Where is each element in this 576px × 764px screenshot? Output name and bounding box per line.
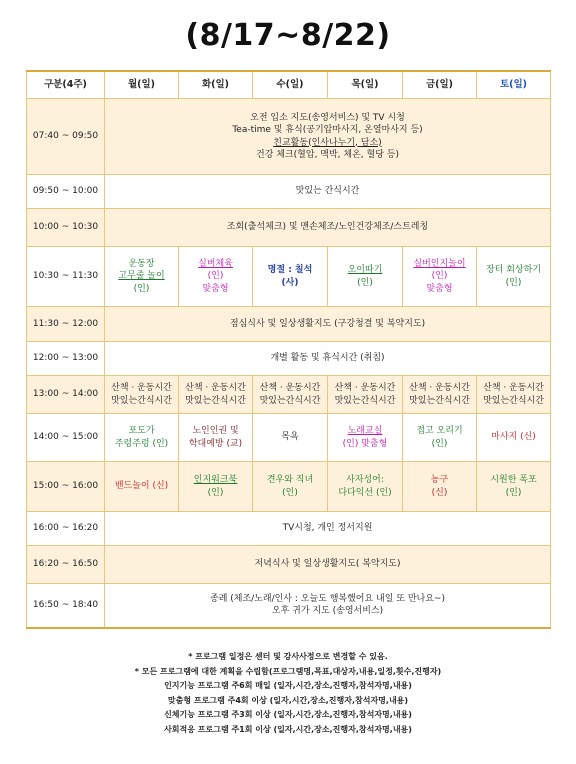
activity-line: 오전 입소 지도(송영서비스) 및 TV 시청 xyxy=(250,113,405,124)
program-title: 밴드놀이 (신) xyxy=(114,481,169,492)
time-cell: 16:20 ~ 16:50 xyxy=(27,546,105,584)
program-type: (인) xyxy=(431,271,448,282)
table-row xyxy=(27,546,551,584)
activity-line: 오후 귀가 지도 (송영서비스) xyxy=(271,606,384,617)
header-thu: 목(일) xyxy=(328,71,403,99)
time-cell: 13:00 ~ 14:00 xyxy=(27,376,105,414)
header-mon: 월(일) xyxy=(105,71,179,99)
note-line: 맞춤형 프로그램 주4회 이상 (일자,시간,장소,진행자,참석자명,내용) xyxy=(167,695,409,705)
program-cell-sat xyxy=(477,247,551,307)
time-cell: 09:50 ~ 10:00 xyxy=(27,175,105,209)
program-cell-thu xyxy=(328,414,403,462)
page-title: (8/17~8/22) xyxy=(185,18,391,53)
header-category: 구분(4주) xyxy=(27,71,105,99)
program-title: 목욕 xyxy=(281,432,299,443)
program-tag: 맞춤형 xyxy=(202,283,229,294)
program-cell-mon xyxy=(105,462,179,512)
schedule-table xyxy=(26,70,551,629)
program-cell-sat xyxy=(477,414,551,462)
program-type: (인) xyxy=(207,487,224,498)
program-title: 다다익선 (인) xyxy=(338,487,392,498)
time-cell: 12:00 ~ 13:00 xyxy=(27,342,105,376)
note-line: 신체기능 프로그램 주3회 이상 (일자,시간,장소,진행자,참석자명,내용) xyxy=(164,710,412,719)
program-tag: 맞춤형 xyxy=(426,283,453,294)
program-title: 노인인권 및 xyxy=(192,426,239,437)
program-cell-mon xyxy=(105,414,179,462)
activity-line: Tea-time 및 휴식(공기압마사지, 온열마사지 등) xyxy=(232,125,423,136)
program-type: (인) xyxy=(282,487,298,498)
activity-cell xyxy=(105,584,551,628)
program-type: (인) xyxy=(207,271,224,282)
program-cell-fri xyxy=(403,462,477,512)
program-type: (신) xyxy=(431,487,448,498)
activity-cell: TV시청, 개인 정서지원 xyxy=(105,512,551,546)
program-title: 견우와 직녀 xyxy=(266,475,314,486)
walk-snack-cell: 산책 · 운동시간 맛있는간식시간 xyxy=(477,376,551,414)
activity-cell xyxy=(105,99,551,175)
program-cell-fri xyxy=(403,247,477,307)
walk-snack-cell: 산책 · 운동시간 맛있는간식시간 xyxy=(403,376,477,414)
table-row xyxy=(27,247,551,307)
time-cell: 15:00 ~ 16:00 xyxy=(27,462,105,512)
table-row xyxy=(27,209,551,247)
header-wed: 수(일) xyxy=(253,71,328,99)
program-title: 포도가 xyxy=(128,426,155,437)
activity-cell: 저녁식사 및 일상생활지도( 복약지도) xyxy=(105,546,551,584)
activity-cell: 점심식사 및 일상생활지도 (구강청결 및 복약지도) xyxy=(105,307,551,342)
program-type: (인) xyxy=(505,487,522,498)
program-cell-fri xyxy=(403,414,477,462)
header-fri: 금(일) xyxy=(403,71,477,99)
walk-snack-cell: 산책 · 운동시간 맛있는간식시간 xyxy=(328,376,403,414)
header-tue: 화(일) xyxy=(179,71,253,99)
walk-snack-cell: 산책 · 운동시간 맛있는간식시간 xyxy=(253,376,328,414)
program-title: 운동장 xyxy=(128,259,155,270)
time-cell: 16:50 ~ 18:40 xyxy=(27,584,105,628)
program-title: 농구 xyxy=(430,475,449,486)
program-cell-thu xyxy=(328,247,403,307)
activity-cell: 조회(출석체크) 및 맨손체조/노인건강체조/스트레칭 xyxy=(105,209,551,247)
time-cell: 16:00 ~ 16:20 xyxy=(27,512,105,546)
program-cell-tue xyxy=(179,414,253,462)
table-row xyxy=(27,307,551,342)
program-title: 장터 회상하기 xyxy=(485,265,542,276)
table-row xyxy=(27,342,551,376)
time-cell: 10:30 ~ 11:30 xyxy=(27,247,105,307)
activity-line: 친교활동(인사나누기, 담소) xyxy=(273,137,382,148)
program-type: (인) xyxy=(357,277,373,288)
note-line: 인지기능 프로그램 주6회 매일 (일자,시간,장소,진행자,참석자명,내용) xyxy=(164,681,412,690)
activity-line: 종례 (체조/노래/인사 : 오늘도 행복했어요 내일 또 만나요~) xyxy=(210,594,445,605)
header-sat: 토(일) xyxy=(477,71,551,99)
program-type: (인) xyxy=(431,438,448,449)
activity-cell: 개별 활동 및 휴식시간 (취침) xyxy=(105,342,551,376)
program-cell-sat xyxy=(477,462,551,512)
walk-snack-cell: 산책 · 운동시간 맛있는간식시간 xyxy=(105,376,179,414)
program-title: 실버인지놀이 xyxy=(413,259,466,270)
table-row xyxy=(27,414,551,462)
table-row xyxy=(27,584,551,628)
activity-line: 건강 체크(혈압, 맥박, 체온, 혈당 등) xyxy=(256,149,399,160)
program-title: 명절 : 칠석 xyxy=(267,265,313,276)
program-cell-tue xyxy=(179,247,253,307)
program-type: (인) xyxy=(133,283,150,294)
time-cell: 07:40 ~ 09:50 xyxy=(27,99,105,175)
program-title: 인지워크북 xyxy=(193,475,238,486)
program-title: 마사지 (신) xyxy=(491,432,536,443)
activity-cell: 맛있는 간식시간 xyxy=(105,175,551,209)
program-cell-wed xyxy=(253,414,328,462)
program-title: 사자성어: xyxy=(346,475,384,486)
program-cell-mon xyxy=(105,247,179,307)
notes-section xyxy=(26,650,550,737)
time-cell: 11:30 ~ 12:00 xyxy=(27,307,105,342)
program-cell-wed xyxy=(253,247,328,307)
walk-snack-cell: 산책 · 운동시간 맛있는간식시간 xyxy=(179,376,253,414)
program-type: (인) xyxy=(505,277,522,288)
program-type: (사) xyxy=(281,277,299,288)
time-cell: 10:00 ~ 10:30 xyxy=(27,209,105,247)
program-title: 고무줄 놀이 xyxy=(118,271,165,282)
program-type: (인) 맞춤형 xyxy=(342,438,388,449)
table-row xyxy=(27,175,551,209)
program-cell-wed xyxy=(253,462,328,512)
program-cell-tue xyxy=(179,462,253,512)
table-row xyxy=(27,462,551,512)
program-title: 노래교실 xyxy=(347,426,383,437)
table-row xyxy=(27,376,551,414)
program-cell-thu xyxy=(328,462,403,512)
header-row xyxy=(27,71,551,99)
table-row xyxy=(27,99,551,175)
note-line: * 모든 프로그램에 대한 계획을 수립함(프로그램명,목표,대상자,내용,일정,횟수,진행자) xyxy=(134,666,442,676)
program-title: 학대예방 (교) xyxy=(188,438,243,449)
program-title: 접고 오리기 xyxy=(416,426,463,437)
note-line: 사회적응 프로그램 주1회 이상 (일자,시간,장소,진행자,참석자명,내용) xyxy=(164,724,412,734)
table-row xyxy=(27,512,551,546)
time-cell: 14:00 ~ 15:00 xyxy=(27,414,105,462)
note-line: * 프로그램 일정은 센터 및 강사사정으로 변경할 수 있음. xyxy=(188,652,388,661)
program-title: 주렁주렁 (인) xyxy=(114,438,169,449)
program-title: 오이따기 xyxy=(347,265,383,276)
program-title: 시원한 폭포 xyxy=(490,475,537,486)
program-title: 실버체육 xyxy=(198,259,233,270)
